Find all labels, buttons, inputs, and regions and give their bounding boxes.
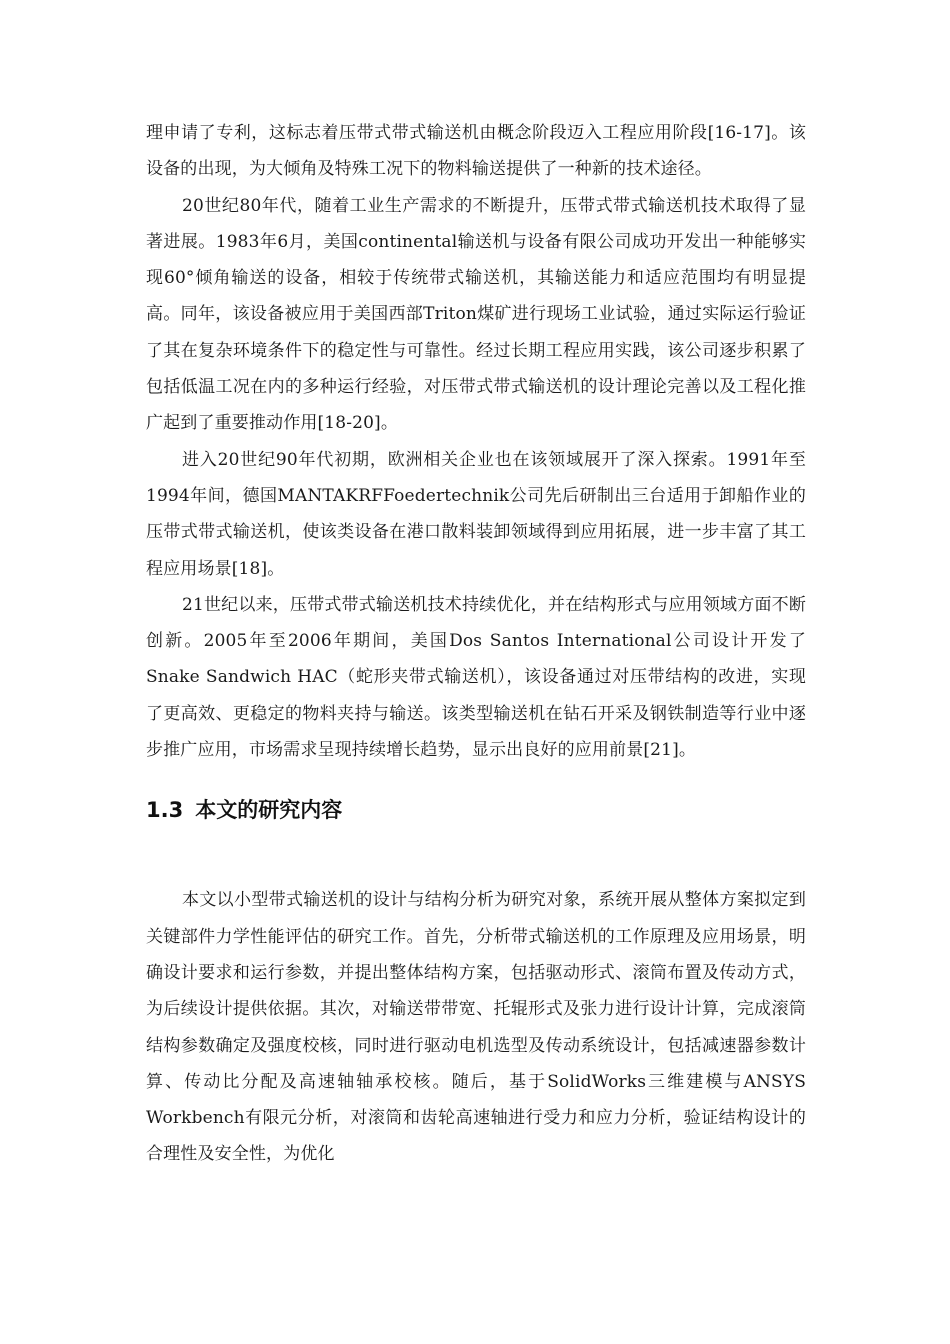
body-paragraph-2: 20世纪80年代，随着工业生产需求的不断提升，压带式带式输送机技术取得了显著进展。1983年6月，美国continental输送机与设备有限公司成功开发出一种能够实现60°倾角输送的设备，相较于传统带式输送机，其输送能力和适应范围均有明显提高。同年，该设备被应用于美国西部Triton煤矿进行现场工业试验，通过实际运行验证了其在复杂环境条件下的稳定性与可靠性。经过长期工程应用实践，该公司逐步积累了包括低温工况在内的多种运行经验，对压带式带式输送机的设计理论完善以及工程化推广起到了重要推动作用[18-20]。 [146,195,806,434]
section-title: 本文的研究内容 [195,798,343,823]
document-page [146,115,806,1173]
body-paragraph-4: 21世纪以来，压带式带式输送机技术持续优化，并在结构形式与应用领域方面不断创新。2005年至2006年期间，美国Dos Santos International公司设计开发了Snake Sandwich HAC（蛇形夹带式输送机），该设备通过对压带结构的改进，实现了更高效、更稳定的物料夹持与输送。该类型输送机在钻石开采及钢铁制造等行业中逐步推广应用，市场需求呈现持续增长趋势，显示出良好的应用前景[21]。 [146,594,806,761]
body-paragraph-1: 理申请了专利，这标志着压带式带式输送机由概念阶段迈入工程应用阶段[16-17]。该设备的出现，为大倾角及特殊工况下的物料输送提供了一种新的技术途径。 [146,123,806,180]
section-heading [146,796,806,824]
section-number: 1.3 [146,798,184,823]
body-paragraph-3: 进入20世纪90年代初期，欧洲相关企业也在该领域展开了深入探索。1991年至1994年间，德国MANTAKRFFoedertechnik公司先后研制出三台适用于卸船作业的压带式带式输送机，使该类设备在港口散料装卸领域得到应用拓展，进一步丰富了其工程应用场景[18]。 [146,449,806,579]
section-paragraph-1: 本文以小型带式输送机的设计与结构分析为研究对象，系统开展从整体方案拟定到关键部件力学性能评估的研究工作。首先，分析带式输送机的工作原理及应用场景，明确设计要求和运行参数，并提出整体结构方案，包括驱动形式、滚筒布置及传动方式，为后续设计提供依据。其次，对输送带带宽、托辊形式及张力进行设计计算，完成滚筒结构参数确定及强度校核，同时进行驱动电机选型及传动系统设计，包括减速器参数计算、传动比分配及高速轴轴承校核。随后，基于SolidWorks三维建模与ANSYS Workbench有限元分析，对滚筒和齿轮高速轴进行受力和应力分析，验证结构设计的合理性及安全性，为优化 [146,890,806,1165]
